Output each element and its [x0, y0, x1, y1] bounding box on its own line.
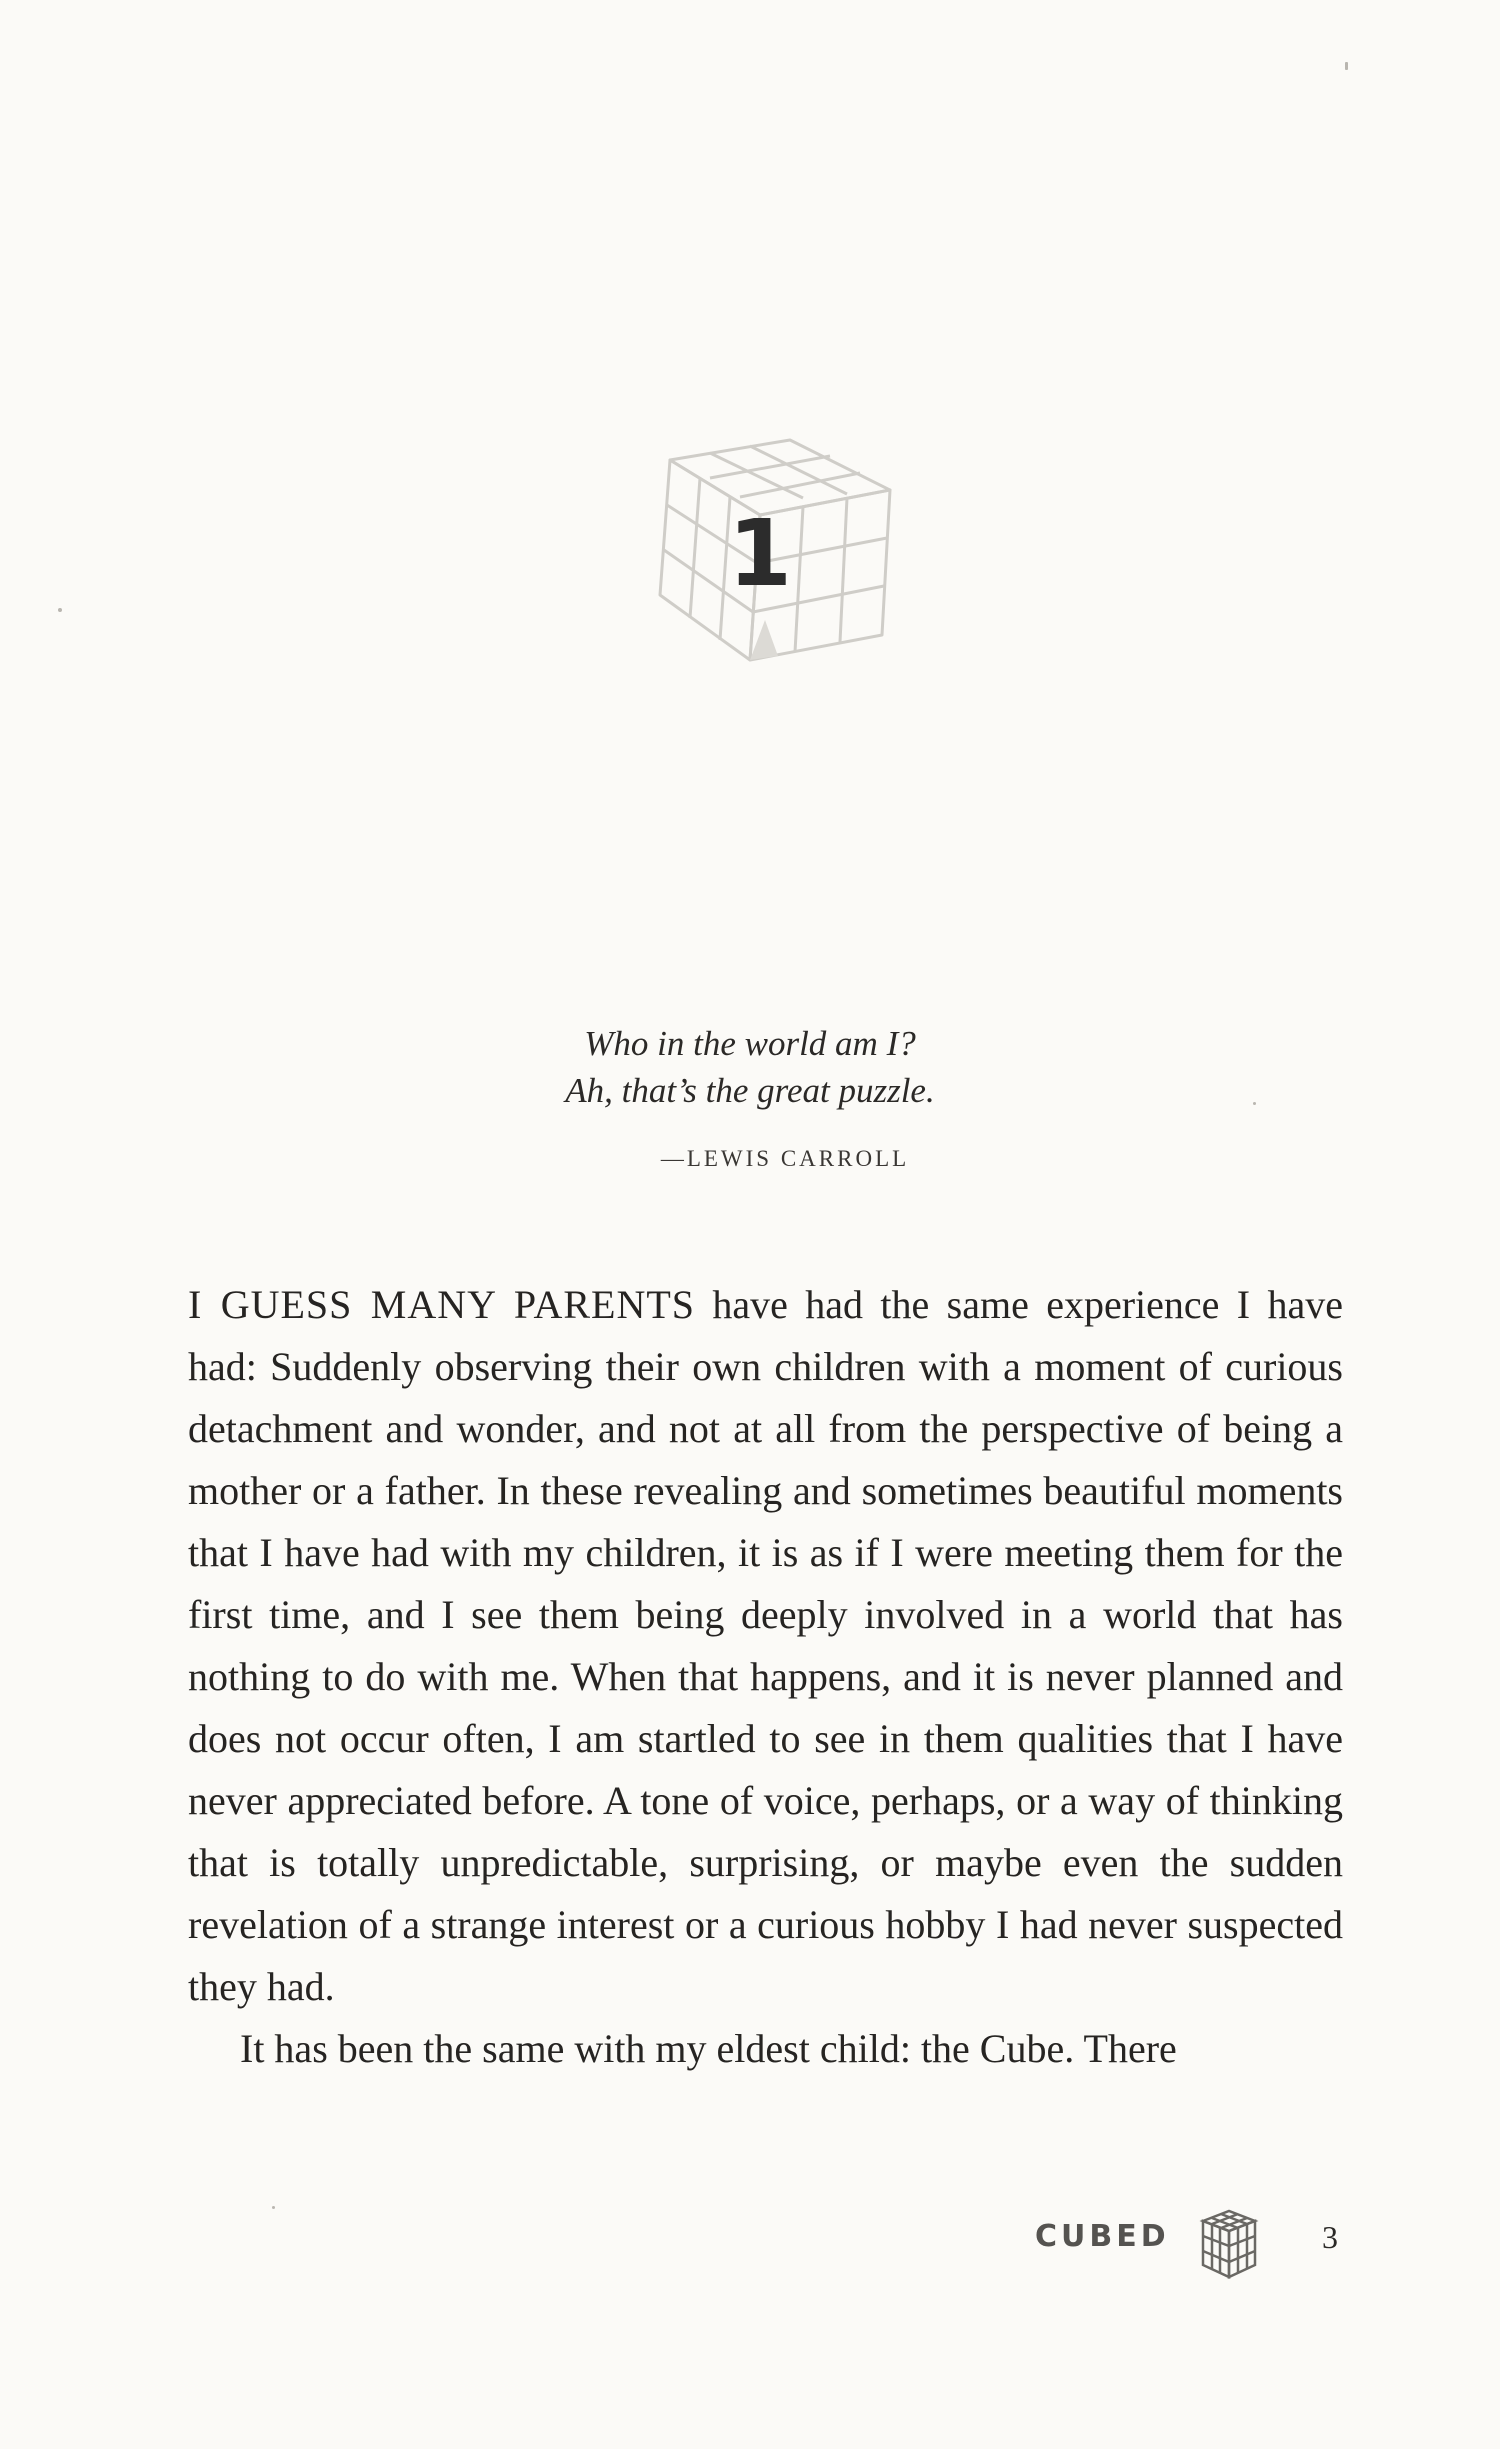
epigraph-line-2: Ah, that’s the great puzzle.	[565, 1071, 935, 1110]
epigraph-attribution: —LEWIS CARROLL	[660, 1146, 910, 1171]
chapter-body	[188, 1274, 1343, 2080]
cube-grid-icon	[1195, 2207, 1263, 2281]
paragraph-2: It has been the same with my eldest child: the Cube. There	[240, 2026, 1177, 2071]
scan-speck	[58, 608, 62, 612]
paragraph-lead-in: I GUESS MANY PARENTS	[188, 1282, 696, 1327]
paragraph-1	[188, 1274, 1343, 2018]
scan-speck	[1345, 62, 1348, 70]
running-footer	[1035, 2215, 1355, 2275]
scan-speck	[272, 2206, 275, 2209]
page-number: 3	[1322, 2219, 1338, 2255]
chapter-number: 1	[728, 500, 793, 607]
paragraph-1-text: have had the same experience I have had: Suddenly observing their own children with a moment of curious detachment and wonder, and not at all from the perspective of being a mother or a father. In these revealing and sometimes beautiful moments that I have had with my children, it is as if I were meeting them for the first time, and I see them being deeply involved in a world that has nothing to do with me. When that happens, and it is never planned and does not occur often, I am startled to see in them qualities that I have never appreciated before. A tone of voice, perhaps, or a way of thinking that is totally unpredictable, surprising, or maybe even the sudden revelation of a strange interest or a curious hobby I had never suspected they had.	[188, 1282, 1343, 2009]
epigraph-line-1: Who in the world am I?	[584, 1024, 916, 1063]
epigraph	[0, 1020, 1500, 1172]
chapter-heading	[590, 420, 920, 730]
book-title: CUBED	[1035, 2219, 1170, 2254]
